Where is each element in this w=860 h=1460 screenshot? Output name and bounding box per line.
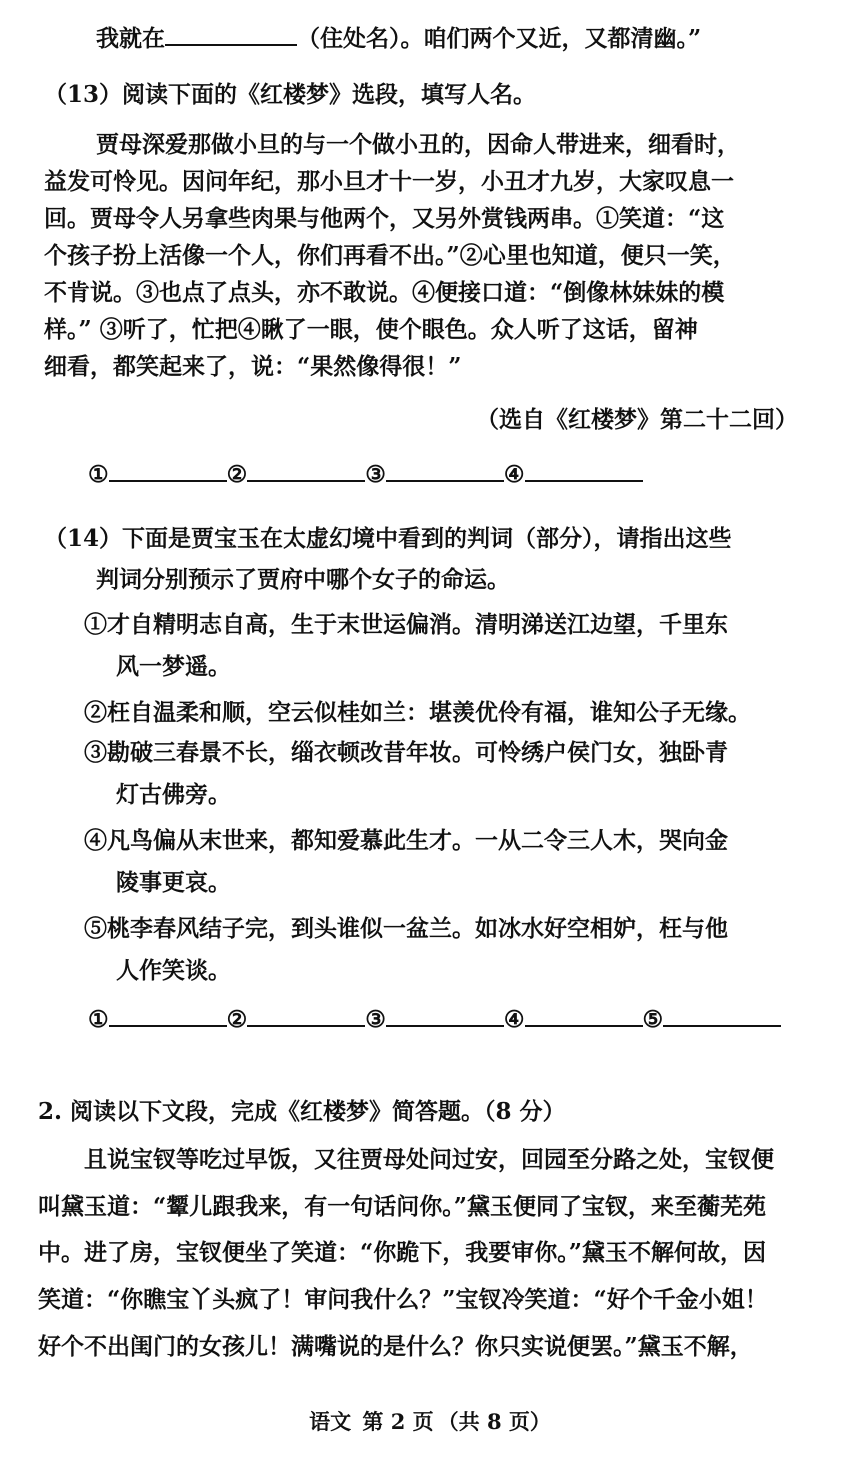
blank-marker: ① (88, 1006, 109, 1033)
q2-passage-line: 中。进了房，宝钗便坐了笑道：“你跪下，我要审你。”黛玉不解何故，因 (38, 1239, 766, 1266)
fragment-text-start: 我就在 (96, 25, 165, 52)
verdict-text: 凡鸟偏从末世来，都知爱慕此生才。一从二令三人木，哭向金 (107, 827, 728, 854)
verdict-item (84, 698, 860, 728)
q14-prompt-line: 判词分别预示了贾府中哪个女子的命运。 (96, 566, 510, 593)
blank-marker: ③ (365, 461, 386, 488)
q13-passage-line: 不肯说。③也点了点头，亦不敢说。④便接口道：“倒像林妹妹的模 (44, 279, 725, 306)
verdict-item (84, 610, 860, 640)
verdict-marker: ④ (84, 827, 107, 854)
q13-source: （选自《红楼梦》第二十二回） (476, 406, 798, 433)
verdict-continuation: 陵事更哀。 (116, 869, 231, 896)
answer-blank[interactable] (525, 1003, 643, 1027)
q13-prompt: （13）阅读下面的《红楼梦》选段，填写人名。 (44, 81, 537, 108)
page-footer (0, 1408, 860, 1436)
answer-blank[interactable] (663, 1003, 781, 1027)
q13-passage-line: 细看，都笑起来了，说：“果然像得很！” (44, 353, 462, 380)
verdict-marker: ⑤ (84, 915, 107, 942)
footer-page-number: 第 2 页 (362, 1409, 434, 1434)
verdict-text: 勘破三春景不长，缁衣顿改昔年妆。可怜绣户侯门女，独卧青 (107, 739, 728, 766)
fragment-text-end: （住处名）。咱们两个又近，又都清幽。” (297, 25, 702, 52)
verdict-item (84, 738, 860, 768)
answer-blank[interactable] (386, 1003, 504, 1027)
verdict-item (84, 826, 860, 856)
residence-blank[interactable] (165, 22, 297, 46)
blank-marker: ⑤ (642, 1006, 664, 1033)
verdict-continuation: 人作笑谈。 (116, 957, 231, 984)
q13-passage-line: 回。贾母令人另拿些肉果与他两个，又另外赏钱两串。①笑道：“这 (44, 205, 725, 232)
top-fragment (96, 22, 860, 54)
verdict-text: 枉自温柔和顺，空云似桂如兰：堪羡优伶有福，谁知公子无缘。 (107, 699, 751, 726)
q13-passage-line: 益发可怜见。因问年纪，那小旦才十一岁，小丑才九岁，大家叹息一 (44, 168, 734, 195)
answer-blank[interactable] (109, 1003, 227, 1027)
blank-marker: ② (226, 1006, 248, 1033)
blank-marker: ④ (503, 1006, 525, 1033)
q13-passage-line: 样。” ③听了，忙把④瞅了一眼，使个眼色。众人听了这话，留神 (44, 316, 698, 343)
answer-blank[interactable] (525, 458, 643, 482)
verdict-marker: ① (84, 611, 107, 638)
answer-blank[interactable] (247, 1003, 365, 1027)
blank-marker: ① (88, 461, 109, 488)
q14-prompt-line: （14）下面是贾宝玉在太虚幻境中看到的判词（部分），请指出这些 (44, 525, 732, 552)
q2-heading: 2. 阅读以下文段，完成《红楼梦》简答题。（8 分） (38, 1098, 566, 1125)
footer-subject: 语文 (309, 1409, 352, 1434)
answer-blank[interactable] (109, 458, 227, 482)
q2-passage-line: 好个不出闺门的女孩儿！满嘴说的是什么？你只实说便罢。”黛玉不解， (38, 1333, 753, 1360)
q13-passage-line: 个孩子扮上活像一个人，你们再看不出。”②心里也知道，便只一笑， (44, 242, 736, 269)
blank-marker: ② (226, 461, 248, 488)
q2-passage-line: 且说宝钗等吃过早饭，又往贾母处问过安，回园至分路之处，宝钗便 (84, 1146, 774, 1173)
blank-marker: ③ (365, 1006, 386, 1033)
q13-passage-line: 贾母深爱那做小旦的与一个做小丑的，因命人带进来，细看时， (96, 131, 740, 158)
q14-answer-row (88, 1003, 860, 1035)
footer-total-pages: （共 8 页） (437, 1409, 551, 1434)
blank-marker: ④ (503, 461, 525, 488)
verdict-continuation: 风一梦遥。 (116, 653, 231, 680)
verdict-marker: ③ (84, 739, 107, 766)
verdict-text: 才自精明志自高，生于末世运偏消。清明涕送江边望，千里东 (107, 611, 728, 638)
verdict-marker: ② (84, 699, 107, 726)
verdict-item (84, 914, 860, 944)
q2-passage-line: 笑道：“你瞧宝丫头疯了！审问我什么？”宝钗冷笑道：“好个千金小姐！ (38, 1286, 768, 1313)
q13-answer-row (88, 458, 860, 490)
verdict-text: 桃李春风结子完，到头谁似一盆兰。如冰水好空相妒，枉与他 (107, 915, 728, 942)
verdict-continuation: 灯古佛旁。 (116, 781, 231, 808)
answer-blank[interactable] (386, 458, 504, 482)
q2-passage-line: 叫黛玉道：“颦儿跟我来，有一句话问你。”黛玉便同了宝钗，来至蘅芜苑 (38, 1193, 766, 1220)
answer-blank[interactable] (247, 458, 365, 482)
